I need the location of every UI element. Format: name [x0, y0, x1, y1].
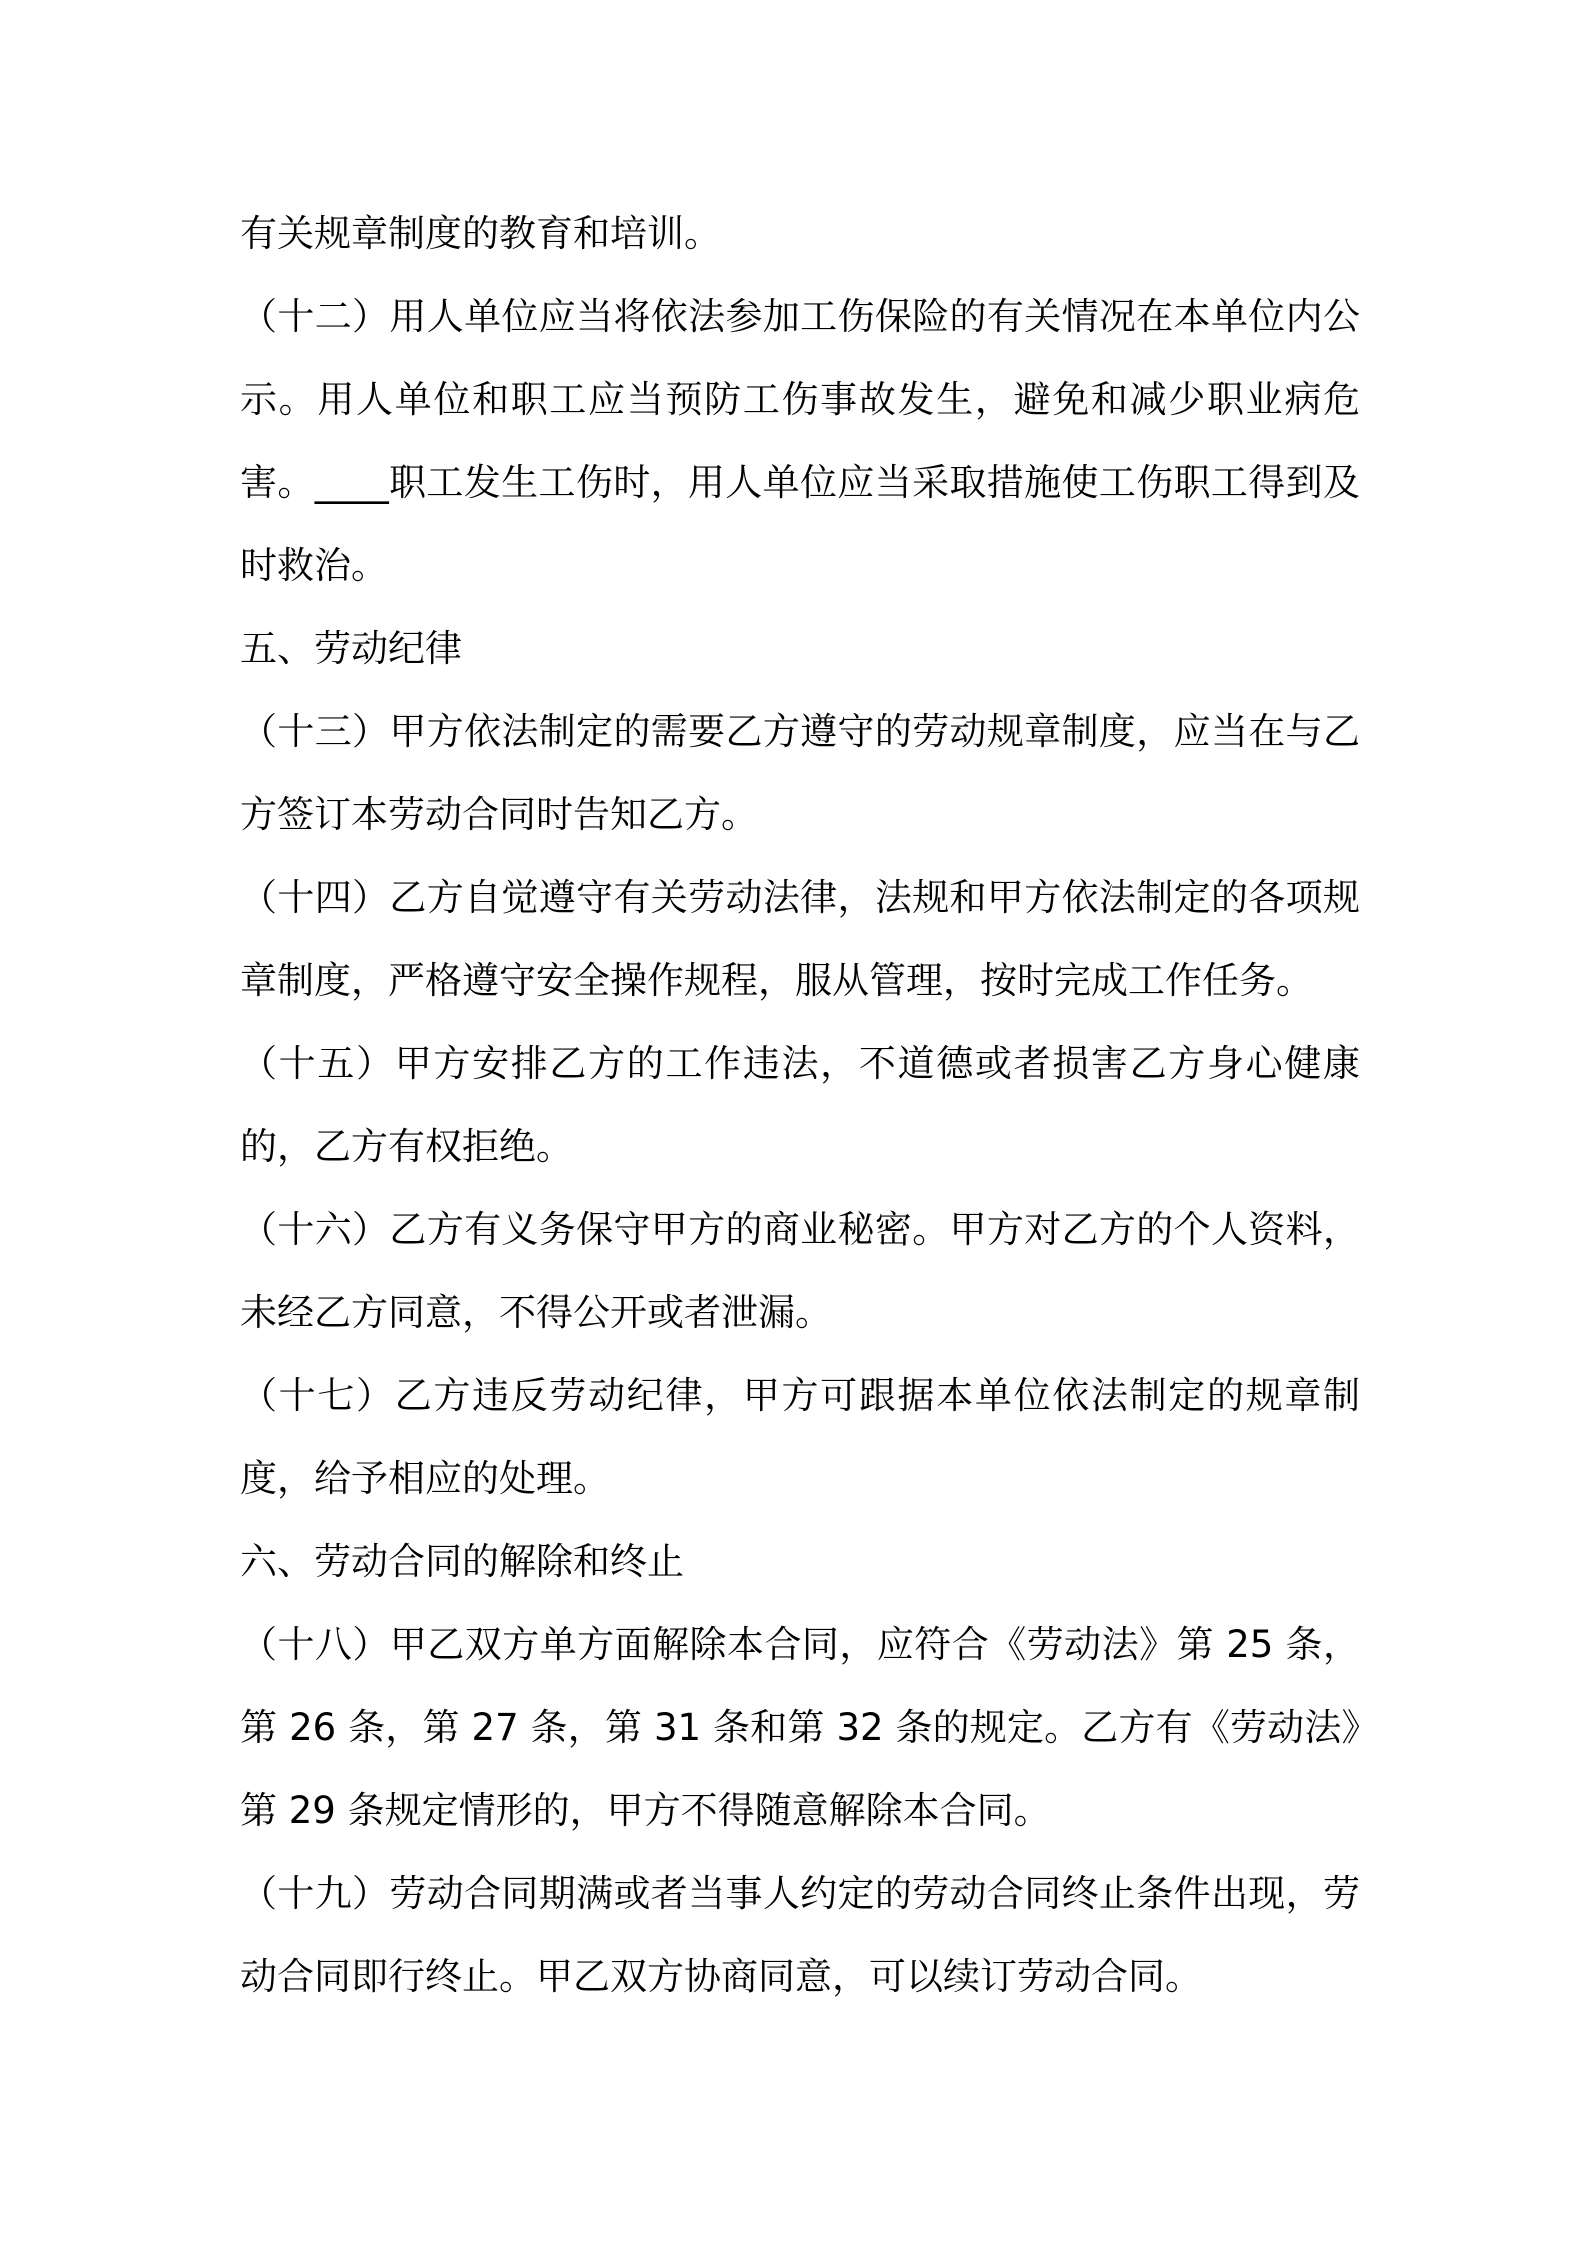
paragraph-clause-15: （十五）甲方安排乙方的工作违法，不道德或者损害乙方身心健康的，乙方有权拒绝。	[240, 1042, 1360, 1168]
paragraph-clause-18: （十八）甲乙双方单方面解除本合同，应符合《劳动法》第 25 条，第 26 条，第 27 条，第 31 条和第 32 条的规定。乙方有《劳动法》第 29 条规定情形的，甲方不得随意解除本合同。	[240, 1623, 1360, 1832]
paragraph-clause-17: （十七）乙方违反劳动纪律，甲方可跟据本单位依法制定的规章制度，给予相应的处理。	[240, 1374, 1360, 1500]
paragraph-clause-16: （十六）乙方有义务保守甲方的商业秘密。甲方对乙方的个人资料，未经乙方同意，不得公开或者泄漏。	[240, 1208, 1360, 1334]
paragraph-clause-13: （十三）甲方依法制定的需要乙方遵守的劳动规章制度，应当在与乙方签订本劳动合同时告知乙方。	[240, 710, 1360, 836]
paragraph-continuation-training: 有关规章制度的教育和培训。	[240, 212, 721, 255]
paragraph-clause-14: （十四）乙方自觉遵守有关劳动法律，法规和甲方依法制定的各项规章制度，严格遵守安全操作规程，服从管理，按时完成工作任务。	[240, 876, 1360, 1002]
document-body	[240, 192, 1360, 2018]
paragraph-clause-12: （十二）用人单位应当将依法参加工伤保险的有关情况在本单位内公示。用人单位和职工应当预防工伤事故发生，避免和减少职业病危害。____职工发生工伤时，用人单位应当采取措施使工伤职工得到及时救治。	[240, 295, 1360, 587]
section-heading-labor-discipline: 五、劳动纪律	[240, 627, 462, 670]
section-heading-termination: 六、劳动合同的解除和终止	[240, 1540, 684, 1583]
paragraph-clause-19: （十九）劳动合同期满或者当事人约定的劳动合同终止条件出现，劳动合同即行终止。甲乙双方协商同意，可以续订劳动合同。	[240, 1872, 1360, 1998]
